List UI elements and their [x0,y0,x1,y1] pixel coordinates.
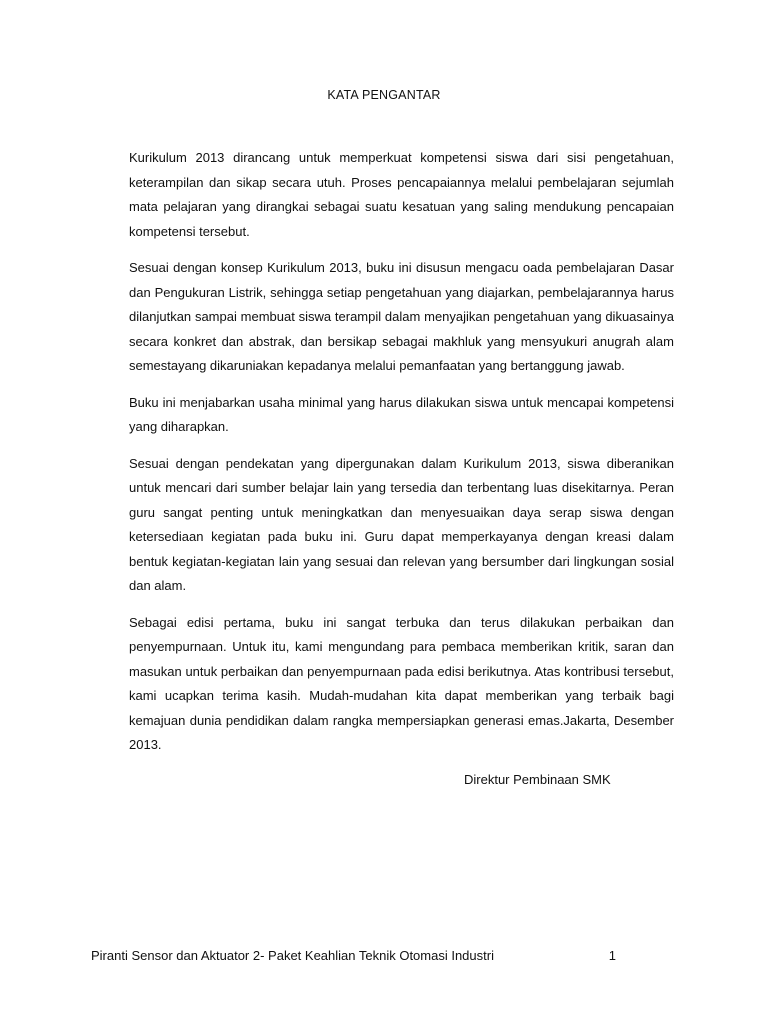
paragraph-2: Sesuai dengan konsep Kurikulum 2013, buku ini disusun mengacu oada pembelajaran Dasar dan Pengukuran Listrik, sehingga setiap pengetahuan yang diajarkan, pembelajarannya harus dilanjutkan sampai membuat siswa terampil dalam menyajikan pengetahuan yang dikuasainya secara konkret dan abstrak, dan bersikap sebagai makhluk yang mensyukuri anugrah alam semestayang dikaruniakan kepadanya melalui pemanfaatan yang bertanggung jawab. [129,260,674,373]
paragraph-3: Buku ini menjabarkan usaha minimal yang harus dilakukan siswa untuk mencapai kompetensi yang diharapkan. [129,394,674,434]
paragraph-5: Sebagai edisi pertama, buku ini sangat terbuka dan terus dilakukan perbaikan dan penyempurnaan. Untuk itu, kami mengundang para pembaca memberikan kritik, saran dan masukan untuk perbaikan dan penyempurnaan pada edisi berikutnya. Atas kontribusi tersebut, kami ucapkan terima kasih. Mudah-mudahan kita dapat memberikan yang terbaik bagi kemajuan dunia pendidikan dalam rangka mempersiapkan generasi emas.Jakarta, Desember 2013. [129,614,674,752]
page-title: KATA PENGANTAR [327,88,441,102]
signature-line: Direktur Pembinaan SMK [464,772,611,787]
footer-text: Piranti Sensor dan Aktuator 2- Paket Keahlian Teknik Otomasi Industri [91,948,494,963]
paragraph-4: Sesuai dengan pendekatan yang dipergunakan dalam Kurikulum 2013, siswa diberanikan untuk mencari dari sumber belajar lain yang tersedia dan terbentang luas disekitarnya. Peran guru sangat penting untuk meningkatkan dan menyesuaikan daya serap siswa dengan ketersediaan kegiatan pada buku ini. Guru dapat memperkayanya dengan kreasi dalam bentuk kegiatan-kegiatan lain yang sesuai dan relevan yang bersumber dari lingkungan sosial dan alam. [129,455,674,593]
page-number: 1 [608,948,616,963]
paragraph-1: Kurikulum 2013 dirancang untuk memperkuat kompetensi siswa dari sisi pengetahuan, keterampilan dan sikap secara utuh. Proses pencapaiannya melalui pembelajaran sejumlah mata pelajaran yang dirangkai sebagai suatu kesatuan yang saling mendukung pencapaian kompetensi tersebut. [129,150,674,239]
document-body [129,146,674,770]
page-footer [91,948,616,963]
